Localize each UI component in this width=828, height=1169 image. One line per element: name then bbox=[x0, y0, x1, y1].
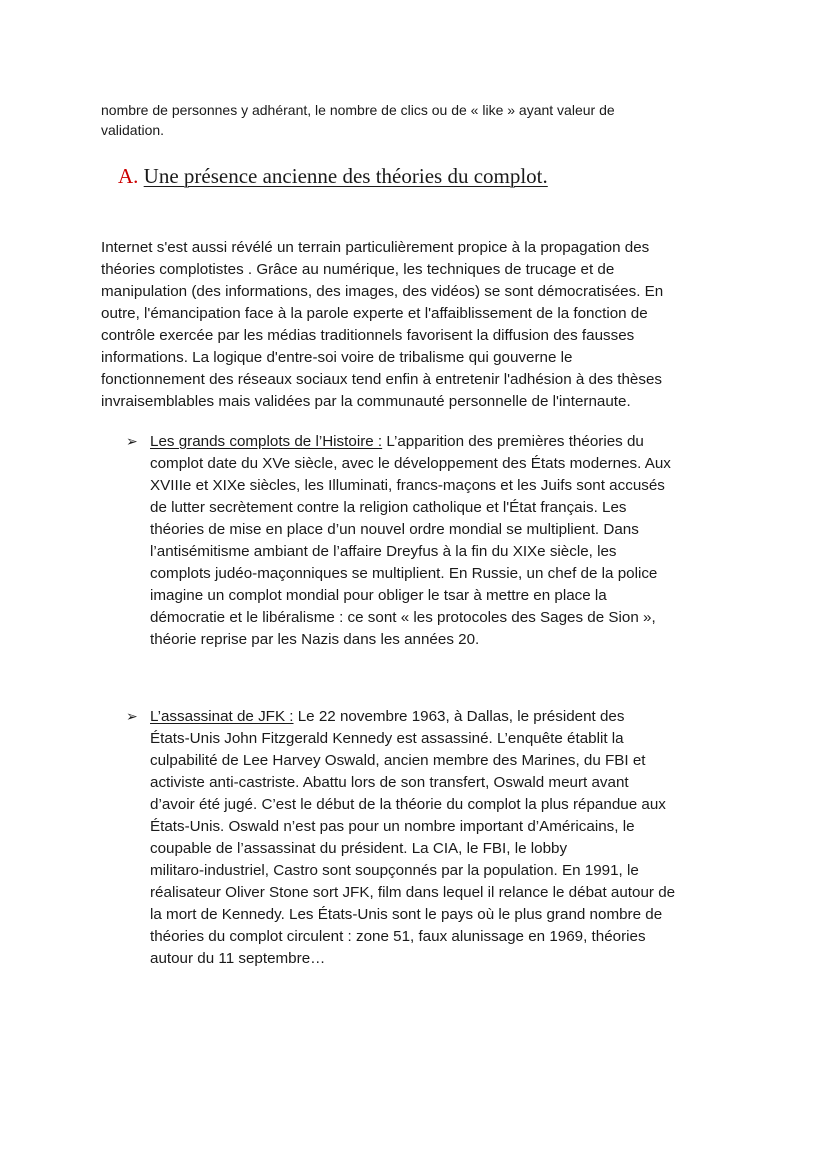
bullet-line: d’avoir été jugé. C’est le début de la théorie du complot la plus répandue aux bbox=[150, 796, 666, 813]
bullet-text bbox=[150, 431, 726, 651]
intro-line: validation. bbox=[101, 122, 165, 138]
bullet-line: États-Unis. Oswald n’est pas pour un nombre important d’Américains, le bbox=[150, 818, 635, 835]
arrow-bullet-icon: ➢ bbox=[126, 434, 138, 450]
bullet-line: États-Unis John Fitzgerald Kennedy est assassiné. L’enquête établit la bbox=[150, 730, 624, 747]
paragraph-line: Internet s'est aussi révélé un terrain particulièrement propice à la propagation des bbox=[101, 239, 650, 256]
bullet-line: culpabilité de Lee Harvey Oswald, ancien membre des Marines, du FBI et bbox=[150, 752, 646, 769]
bullet-line: de lutter secrètement contre la religion catholique et l'État français. Les bbox=[150, 499, 627, 516]
bullet-lead: L’assassinat de JFK : bbox=[150, 708, 294, 725]
bullet-lead: Les grands complots de l’Histoire : bbox=[150, 433, 383, 450]
intro-line: nombre de personnes y adhérant, le nombre de clics ou de « like » ayant valeur de bbox=[101, 102, 615, 118]
bullet-line: complots judéo-maçonniques se multiplient. En Russie, un chef de la police bbox=[150, 565, 658, 582]
paragraph-line: contrôle exercée par les médias traditionnels favorisent la diffusion des fausses bbox=[101, 327, 635, 344]
bullet-line: XVIIIe et XIXe siècles, les Illuminati, francs-maçons et les Juifs sont accusés bbox=[150, 477, 665, 494]
paragraph-line: fonctionnement des réseaux sociaux tend enfin à entretenir l'adhésion à des thèses bbox=[101, 371, 662, 388]
bullet-line: coupable de l’assassinat du président. La CIA, le FBI, le lobby bbox=[150, 840, 568, 857]
bullet-line: l’antisémitisme ambiant de l’affaire Dreyfus à la fin du XIXe siècle, les bbox=[150, 543, 617, 560]
bullet-line: théories de mise en place d’un nouvel ordre mondial se multiplient. Dans bbox=[150, 521, 639, 538]
paragraph-line: manipulation (des informations, des images, des vidéos) se sont démocratisées. En bbox=[101, 283, 664, 300]
bullet-line: autour du 11 septembre… bbox=[150, 950, 326, 967]
bullet-item-assassinat-jfk bbox=[126, 706, 726, 970]
intro-text bbox=[101, 100, 701, 140]
paragraph-line: invraisemblables mais validées par la communauté personnelle de l'internaute. bbox=[101, 393, 631, 410]
bullet-text bbox=[150, 706, 726, 970]
bullet-item-grands-complots bbox=[126, 431, 726, 651]
paragraph-line: théories complotistes . Grâce au numérique, les techniques de trucage et de bbox=[101, 261, 615, 278]
arrow-bullet-icon: ➢ bbox=[126, 709, 138, 725]
bullet-line: démocratie et le libéralisme : ce sont « les protocoles des Sages de Sion », bbox=[150, 609, 656, 626]
section-heading bbox=[118, 161, 548, 191]
bullet-line: imagine un complot mondial pour obliger le tsar à mettre en place la bbox=[150, 587, 607, 604]
bullet-line: la mort de Kennedy. Les États-Unis sont le pays où le plus grand nombre de bbox=[150, 906, 663, 923]
bullet-line: L’apparition des premières théories du bbox=[382, 433, 644, 450]
section-title: Une présence ancienne des théories du complot. bbox=[143, 164, 548, 188]
bullet-line: réalisateur Oliver Stone sort JFK, film dans lequel il relance le débat autour de bbox=[150, 884, 676, 901]
paragraph-line: informations. La logique d'entre-soi voire de tribalisme qui gouverne le bbox=[101, 349, 573, 366]
bullet-line: théories du complot circulent : zone 51, faux alunissage en 1969, théories bbox=[150, 928, 646, 945]
bullet-line: Le 22 novembre 1963, à Dallas, le président des bbox=[293, 708, 625, 725]
bullet-line: théorie reprise par les Nazis dans les années 20. bbox=[150, 631, 480, 648]
body-paragraph bbox=[101, 237, 721, 413]
paragraph-line: outre, l'émancipation face à la parole experte et l'affaiblissement de la fonction de bbox=[101, 305, 648, 322]
bullet-line: militaro-industriel, Castro sont soupçonnés par la population. En 1991, le bbox=[150, 862, 639, 879]
bullet-line: complot date du XVe siècle, avec le développement des États modernes. Aux bbox=[150, 455, 671, 472]
section-letter: A. bbox=[118, 164, 139, 188]
bullet-line: activiste anti-castriste. Abattu lors de son transfert, Oswald meurt avant bbox=[150, 774, 629, 791]
